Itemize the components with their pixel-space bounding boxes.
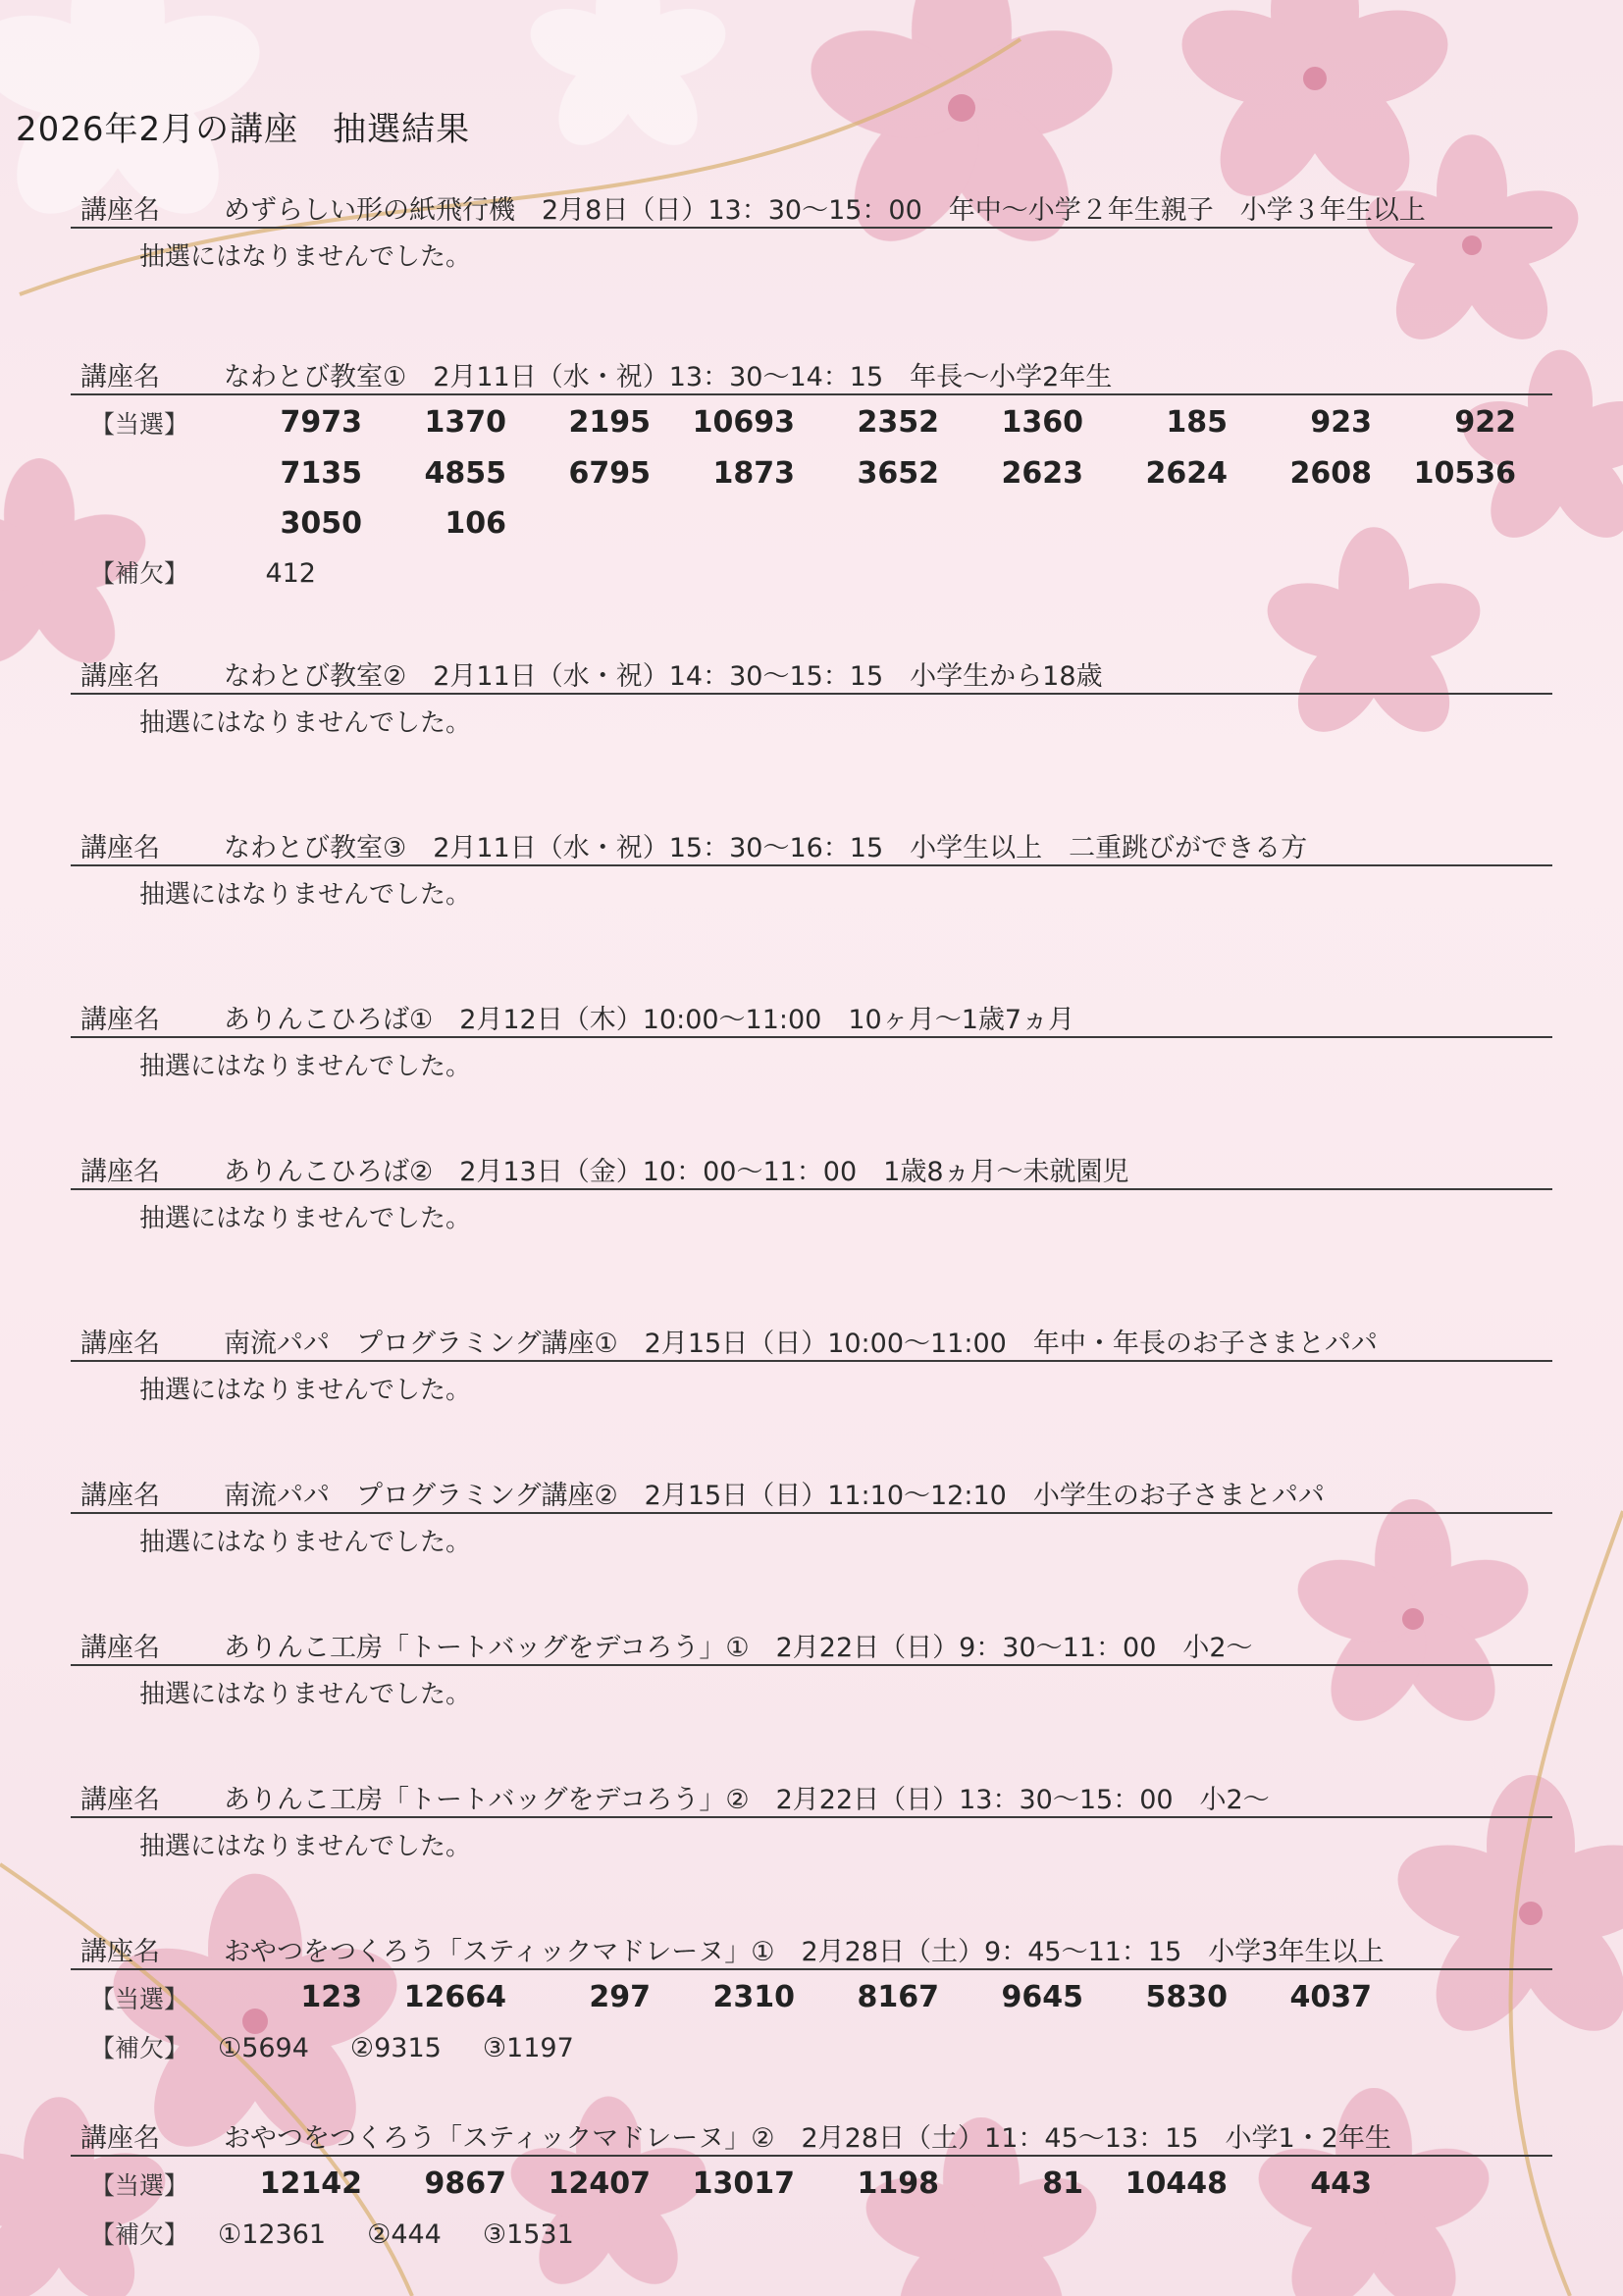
course-header (71, 1467, 1552, 1514)
no-lottery-note: 抽選にはなりませんでした。 (139, 1528, 472, 1557)
course-section (71, 648, 1552, 739)
alternate-number: ①12361 (218, 2219, 327, 2250)
winner-number: 443 (1310, 2166, 1372, 2201)
course-detail: なわとび教室② 2月11日（水・祝）14：30～15：15 小学生から18歳 (224, 661, 1103, 692)
course-section (71, 2110, 1552, 2251)
winner-number: 106 (445, 506, 506, 541)
winner-number: 185 (1166, 405, 1228, 440)
no-lottery-note: 抽選にはなりませんでした。 (139, 1052, 472, 1081)
course-name-label: 講座名 (80, 362, 160, 392)
course-section (71, 1467, 1552, 1558)
alternate-row (71, 2029, 1552, 2064)
course-name-label: 講座名 (80, 1481, 160, 1511)
winner-number: 2624 (1145, 456, 1228, 491)
winner-label: 【当選】 (90, 410, 189, 439)
no-lottery-note: 抽選にはなりませんでした。 (139, 1376, 472, 1405)
winner-number: 7973 (280, 405, 362, 440)
winner-grid (71, 1980, 1552, 2015)
winner-grid (71, 2166, 1552, 2202)
alternate-label: 【補欠】 (90, 2220, 189, 2249)
course-name-label: 講座名 (80, 195, 160, 226)
alternate-number: ②9315 (349, 2033, 442, 2063)
course-header (71, 2110, 1552, 2157)
winner-number: 3050 (280, 506, 362, 541)
course-detail: ありんこ工房「トートバッグをデコろう」① 2月22日（日）9：30～11：00 小2～ (224, 1633, 1253, 1663)
winner-number: 2195 (568, 405, 651, 440)
no-lottery-note: 抽選にはなりませんでした。 (139, 1680, 472, 1709)
winner-number: 923 (1310, 405, 1372, 440)
winner-number: 6795 (568, 456, 651, 491)
winner-label: 【当選】 (90, 1985, 189, 2013)
winner-number: 2352 (857, 405, 939, 440)
course-detail: ありんこひろば① 2月12日（木）10:00～11:00 10ヶ月～1歳7ヵ月 (224, 1005, 1075, 1035)
winner-number: 1360 (1001, 405, 1083, 440)
winner-number: 1198 (857, 2166, 939, 2201)
course-header (71, 1619, 1552, 1666)
no-lottery-note: 抽選にはなりませんでした。 (139, 708, 472, 738)
course-detail: 南流パパ プログラミング講座② 2月15日（日）11:10～12:10 小学生のお子さまとパパ (224, 1481, 1325, 1511)
course-name-label: 講座名 (80, 1157, 160, 1187)
grid-spacer (90, 506, 218, 541)
course-name-label: 講座名 (80, 1005, 160, 1035)
winner-number: 297 (589, 1980, 651, 2014)
course-detail: めずらしい形の紙飛行機 2月8日（日）13：30～15：00 年中～小学２年生親子 小学３年生以上 (224, 195, 1426, 226)
alternate-number: ③1531 (482, 2219, 574, 2250)
course-section (71, 1619, 1552, 1710)
winner-number: 4037 (1289, 1980, 1372, 2014)
course-name-label: 講座名 (80, 1633, 160, 1663)
winner-number: 81 (1042, 2166, 1083, 2201)
alternate-number: 412 (265, 558, 316, 589)
course-detail: 南流パパ プログラミング講座① 2月15日（日）10:00～11:00 年中・年長のお子さまとパパ (224, 1329, 1378, 1359)
alternate-number: ②444 (367, 2219, 442, 2250)
winner-label: 【当選】 (90, 2171, 189, 2200)
alternate-label: 【補欠】 (90, 559, 189, 588)
no-lottery-note: 抽選にはなりませんでした。 (139, 1204, 472, 1233)
course-header (71, 991, 1552, 1038)
grid-spacer (90, 456, 218, 491)
course-name-label: 講座名 (80, 1937, 160, 1967)
course-name-label: 講座名 (80, 1785, 160, 1815)
course-name-label: 講座名 (80, 833, 160, 863)
course-section (71, 1771, 1552, 1862)
winner-number: 10536 (1413, 456, 1516, 491)
winner-number: 8167 (857, 1980, 939, 2014)
course-header (71, 182, 1552, 229)
course-section (71, 819, 1552, 911)
no-lottery-note: 抽選にはなりませんでした。 (139, 880, 472, 910)
course-detail: なわとび教室① 2月11日（水・祝）13：30～14：15 年長～小学2年生 (224, 362, 1113, 392)
no-lottery-note: 抽選にはなりませんでした。 (139, 242, 472, 272)
winner-number: 12142 (259, 2166, 362, 2201)
course-detail: ありんこひろば② 2月13日（金）10：00～11：00 1歳8ヵ月～未就園児 (224, 1157, 1129, 1187)
course-detail: なわとび教室③ 2月11日（水・祝）15：30～16：15 小学生以上 二重跳びができる方 (224, 833, 1308, 863)
course-header (71, 1923, 1552, 1970)
page-title: 2026年2月の講座 抽選結果 (16, 110, 471, 149)
winner-number: 10693 (692, 405, 795, 440)
course-header (71, 1315, 1552, 1362)
course-detail: おやつをつくろう「スティックマドレーヌ」② 2月28日（土）11：45～13：15 小学1・2年生 (224, 2123, 1391, 2154)
winner-number: 7135 (280, 456, 362, 491)
course-section (71, 182, 1552, 273)
winner-number: 4855 (424, 456, 506, 491)
course-detail: おやつをつくろう「スティックマドレーヌ」① 2月28日（土）9：45～11：15 小学3年生以上 (224, 1937, 1385, 1967)
winner-number: 2623 (1001, 456, 1083, 491)
no-lottery-note: 抽選にはなりませんでした。 (139, 1832, 472, 1861)
course-section (71, 1923, 1552, 2064)
course-header (71, 648, 1552, 695)
course-name-label: 講座名 (80, 1329, 160, 1359)
alternate-label: 【補欠】 (90, 2034, 189, 2062)
course-section (71, 348, 1552, 590)
winner-number: 922 (1454, 405, 1516, 440)
course-name-label: 講座名 (80, 2123, 160, 2154)
winner-number: 9645 (1001, 1980, 1083, 2014)
course-section (71, 1143, 1552, 1234)
alternate-number: ③1197 (482, 2033, 574, 2063)
winner-number: 1370 (424, 405, 506, 440)
alternate-number: ①5694 (218, 2033, 309, 2063)
course-section (71, 1315, 1552, 1406)
course-header (71, 1771, 1552, 1818)
course-header (71, 819, 1552, 866)
winner-number: 3652 (857, 456, 939, 491)
course-name-label: 講座名 (80, 661, 160, 692)
winner-number: 12407 (548, 2166, 651, 2201)
winner-number: 2310 (712, 1980, 795, 2014)
course-header (71, 348, 1552, 395)
course-header (71, 1143, 1552, 1190)
winner-number: 12664 (403, 1980, 506, 2014)
winner-number: 123 (300, 1980, 362, 2014)
course-detail: ありんこ工房「トートバッグをデコろう」② 2月22日（日）13：30～15：00 小2～ (224, 1785, 1270, 1815)
alternate-row (71, 554, 1552, 590)
winner-number: 2608 (1289, 456, 1372, 491)
winner-number: 10448 (1125, 2166, 1228, 2201)
winner-number: 1873 (712, 456, 795, 491)
winner-number: 5830 (1145, 1980, 1228, 2014)
winner-number: 9867 (424, 2166, 506, 2201)
winner-number: 13017 (692, 2166, 795, 2201)
winner-grid (71, 405, 1552, 541)
alternate-row (71, 2216, 1552, 2251)
course-section (71, 991, 1552, 1082)
